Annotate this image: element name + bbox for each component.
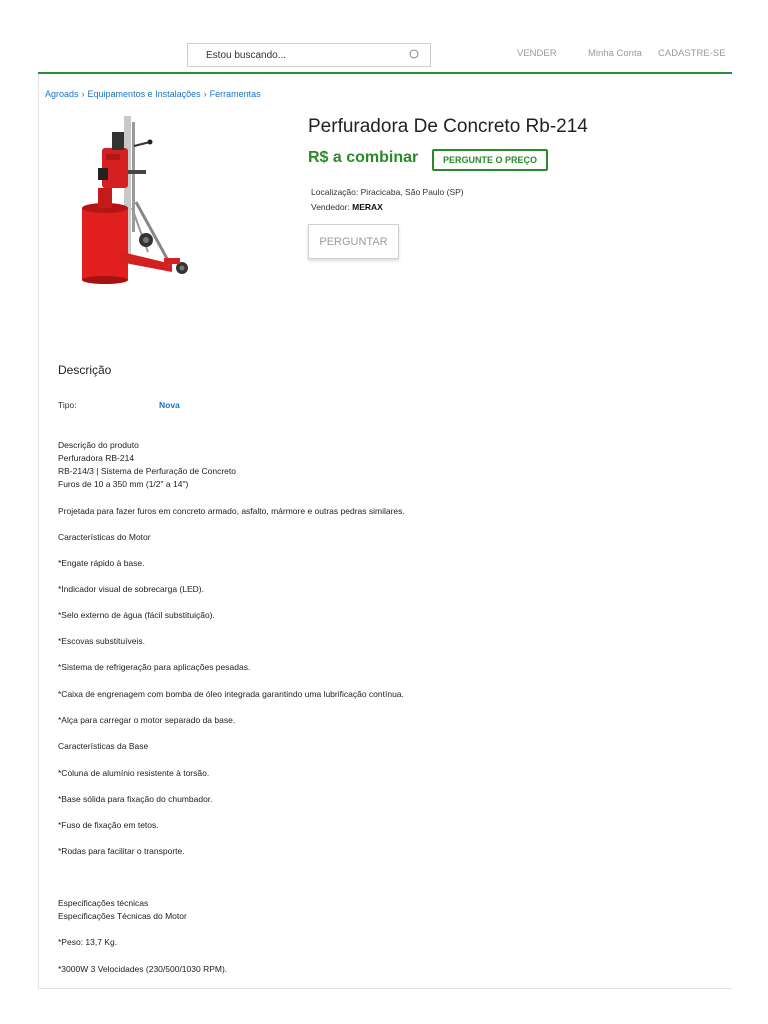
ask-question-button[interactable]: PERGUNTAR [308,224,399,259]
location-value: Piracicaba, São Paulo (SP) [360,187,464,197]
location-row [311,187,464,197]
description-line: Características da Base [58,741,149,751]
breadcrumb-item-home[interactable]: Agroads [45,89,79,99]
description-line: Descrição do produto [58,440,139,450]
description-line: *Alça para carregar o motor separado da base. [58,715,236,725]
description-line: *Caixa de engrenagem com bomba de óleo integrada garantindo uma lubrificação contínua. [58,689,404,699]
breadcrumb-item-subcategory[interactable]: Ferramentas [209,89,261,99]
product-price: R$ a combinar [308,149,419,166]
description-line: *Escovas substituíveis. [58,636,145,646]
breadcrumb [45,89,261,99]
description-heading: Descrição [58,363,112,377]
description-line: *Rodas para facilitar o transporte. [58,846,185,856]
description-line: Furos de 10 a 350 mm (1/2" a 14") [58,479,189,489]
nav-account-link[interactable]: Minha Conta [588,48,642,59]
nav-register-link[interactable]: CADASTRE-SE [658,48,726,59]
description-line: *Peso: 13,7 Kg. [58,937,118,947]
search-icon[interactable] [409,49,419,59]
nav-sell-link[interactable]: VENDER [517,48,557,59]
description-line: *Sistema de refrigeração para aplicações pesadas. [58,662,251,672]
description-line: *Coluna de alumínio resistente à torsão. [58,768,210,778]
description-line: Projetada para fazer furos em concreto armado, asfalto, mármore e outras pedras similares. [58,506,405,516]
description-line: *Selo externo de água (fácil substituição). [58,610,215,620]
description-line: Especificações Técnicas do Motor [58,911,187,921]
top-bar [0,0,768,74]
product-image[interactable] [76,112,196,290]
breadcrumb-separator-icon: › [81,89,85,99]
search-input[interactable] [188,44,398,66]
type-label: Tipo: [58,400,77,410]
breadcrumb-item-category[interactable]: Equipamentos e Instalações [87,89,201,99]
description-line: *3000W 3 Velocidades (230/500/1030 RPM). [58,964,228,974]
description-line: Características do Motor [58,532,151,542]
seller-label: Vendedor: [311,202,350,212]
location-label: Localização: [311,187,359,197]
search-box[interactable] [187,43,431,67]
type-value: Nova [159,400,180,410]
description-line: Perfuradora RB-214 [58,453,135,463]
description-line: *Fuso de fixação em tetos. [58,820,159,830]
seller-row [311,202,383,212]
description-line: Especificações técnicas [58,898,149,908]
description-line: RB-214/3 | Sistema de Perfuração de Concreto [58,466,236,476]
seller-value: MERAX [352,202,383,212]
description-line: *Base sólida para fixação do chumbador. [58,794,213,804]
description-line: *Engate rápido à base. [58,558,145,568]
ask-price-button[interactable]: PERGUNTE O PREÇO [432,149,548,171]
description-line: *Indicador visual de sobrecarga (LED). [58,584,204,594]
product-title: Perfuradora De Concreto Rb-214 [308,116,588,137]
breadcrumb-separator-icon: › [203,89,207,99]
